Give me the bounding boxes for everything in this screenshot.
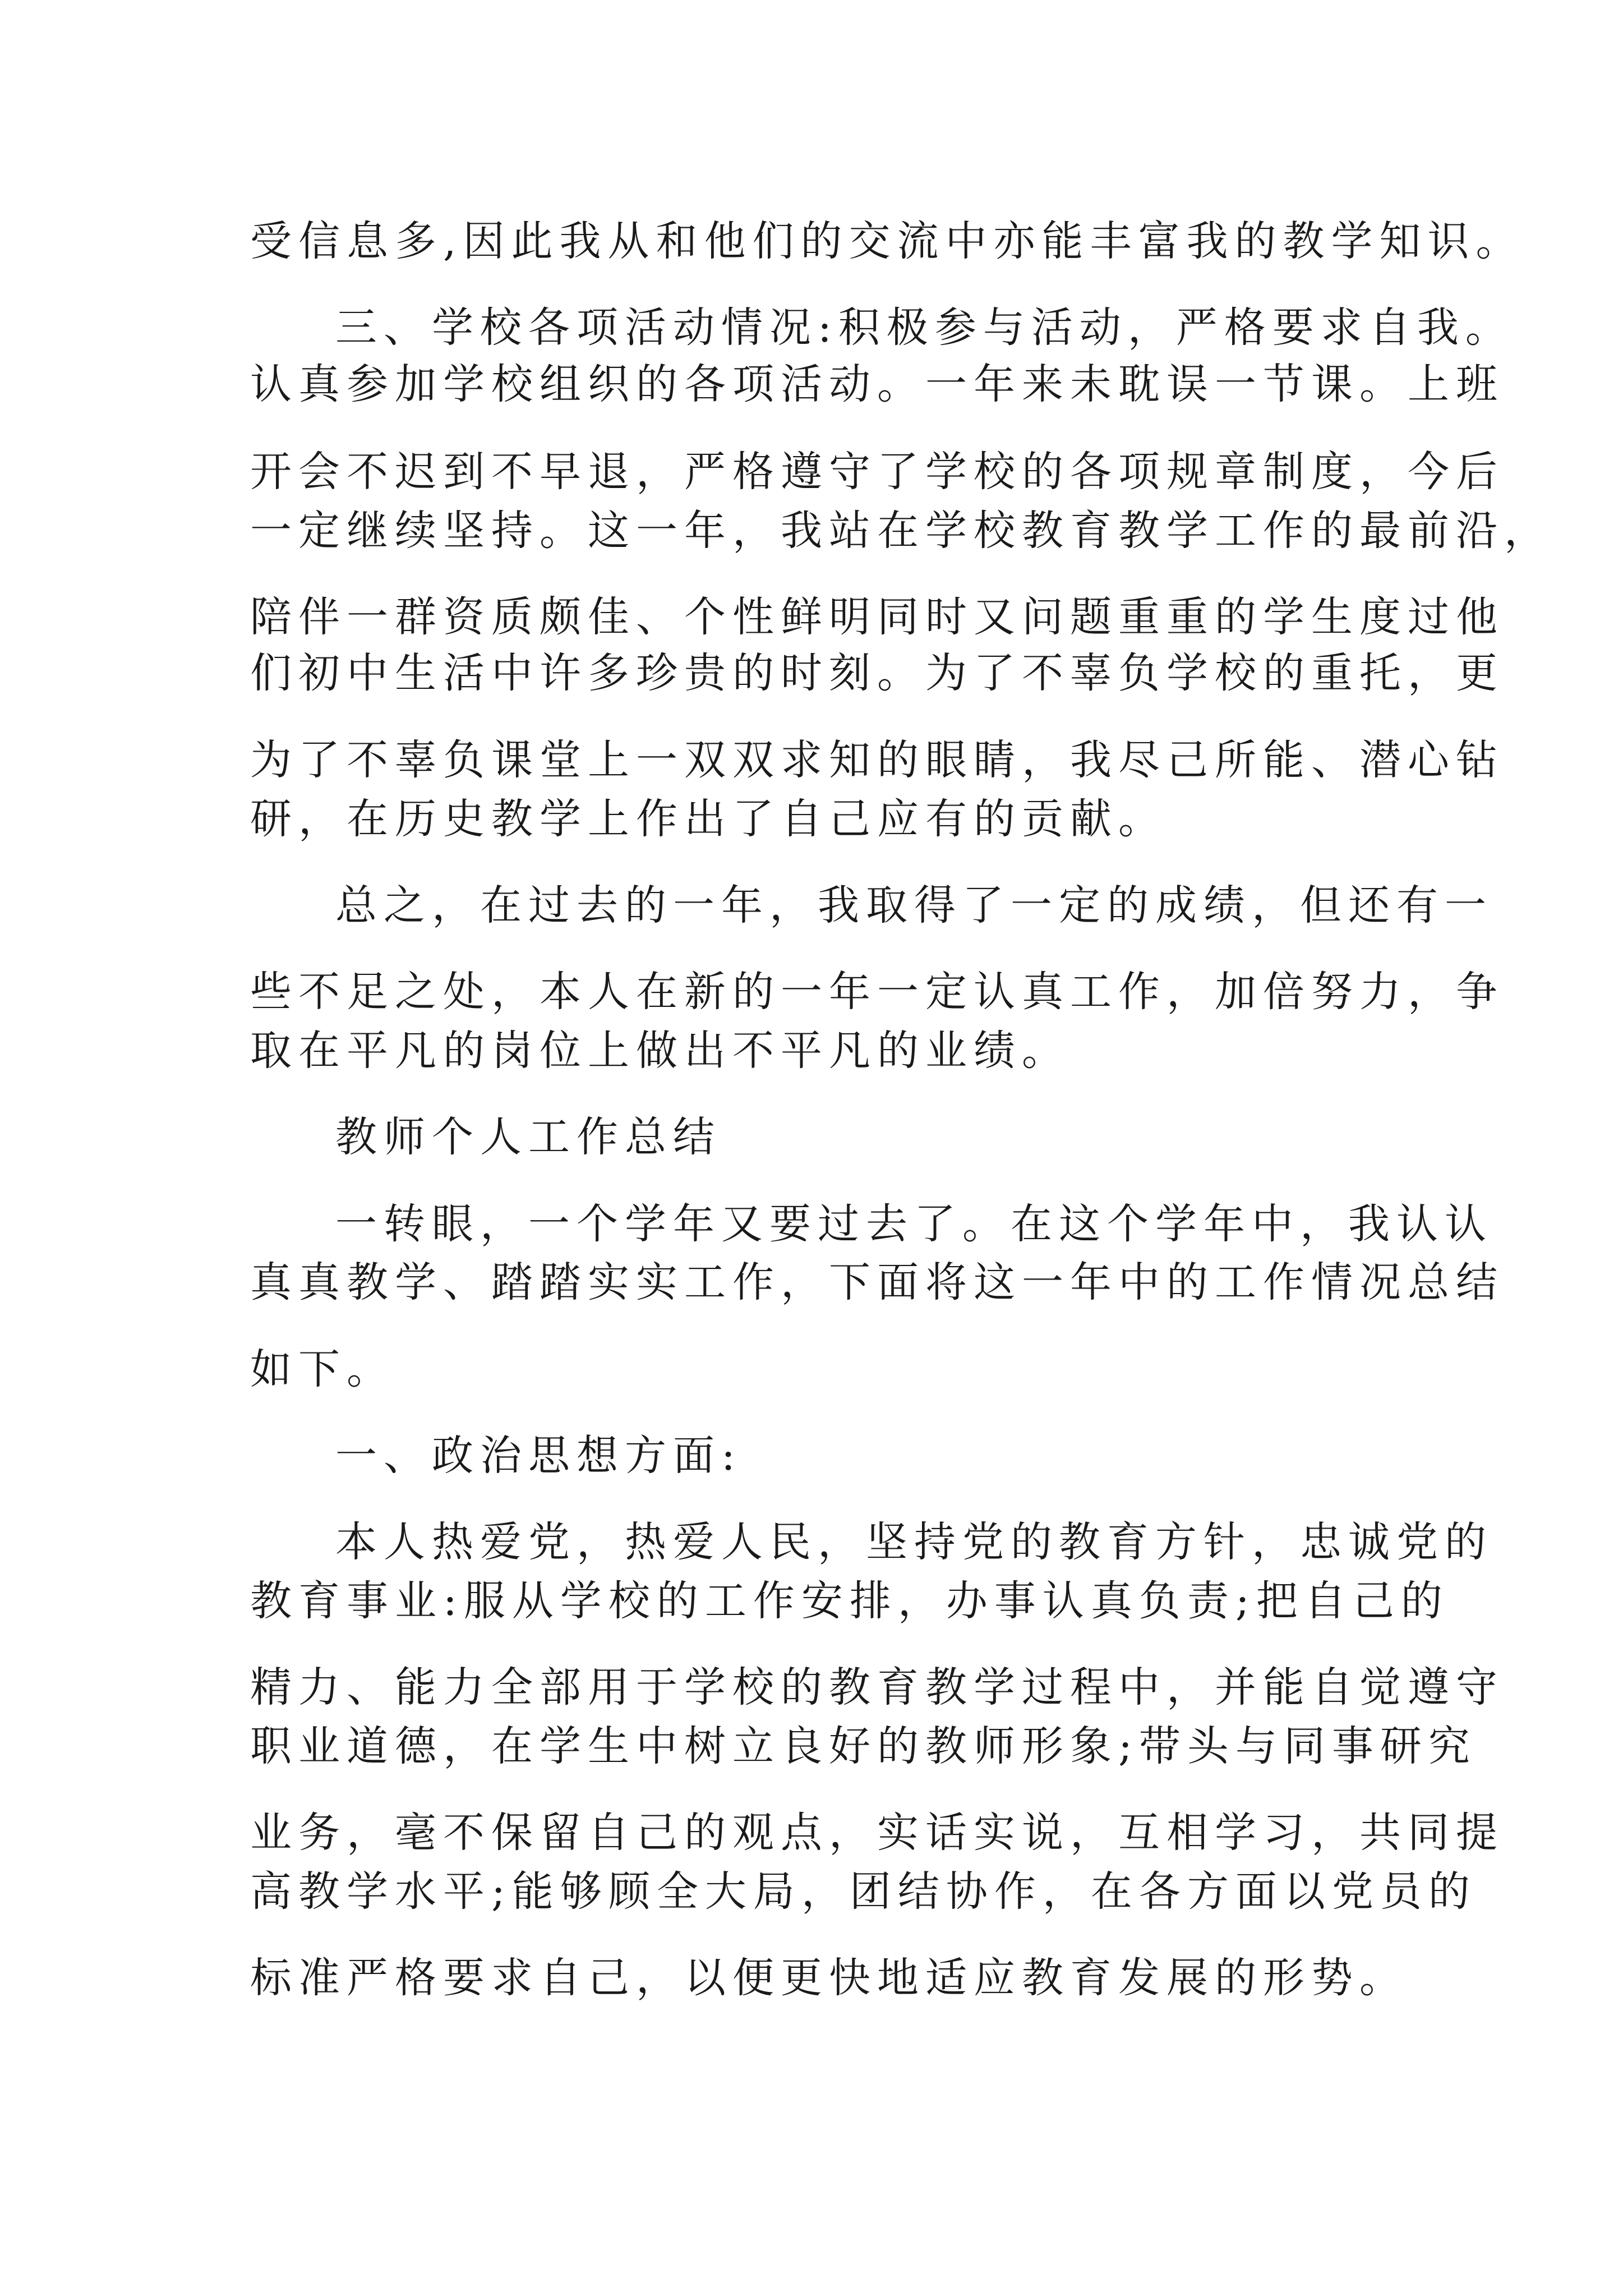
text-line: 职业道德，在学生中树立良好的教师形象;带头与同事研究 xyxy=(250,1722,1477,1770)
text-line: 们初中生活中许多珍贵的时刻。为了不辜负学校的重托，更 xyxy=(250,649,1504,697)
text-line: 开会不迟到不早退，严格遵守了学校的各项规章制度，今后 xyxy=(250,448,1504,496)
text-line: 高教学水平;能够顾全大局，团结协作，在各方面以党员的 xyxy=(250,1867,1477,1916)
text-line: 陪伴一群资质颇佳、个性鲜明同时又问题重重的学生度过他 xyxy=(250,593,1504,641)
text-line: 标准严格要求自己，以便更快地适应教育发展的形势。 xyxy=(250,1954,1408,2002)
text-line: 为了不辜负课堂上一双双求知的眼睛，我尽己所能、潜心钻 xyxy=(250,736,1504,784)
text-line: 精力、能力全部用于学校的教育教学过程中，并能自觉遵守 xyxy=(250,1663,1504,1711)
text-line: 研，在历史教学上作出了自己应有的贡献。 xyxy=(250,795,1166,843)
text-line: 教育事业:服从学校的工作安排，办事认真负责;把自己的 xyxy=(250,1577,1449,1625)
text-line: 受信息多,因此我从和他们的交流中亦能丰富我的教学知识。 xyxy=(250,217,1524,265)
text-line: 些不足之处，本人在新的一年一定认真工作，加倍努力，争 xyxy=(250,968,1504,1016)
document-title: 教师个人工作总结 xyxy=(335,1113,721,1161)
section-heading-3: 三、学校各项活动情况:积极参与活动，严格要求自我。 xyxy=(335,303,1514,352)
text-line: 认真参加学校组织的各项活动。一年来未耽误一节课。上班 xyxy=(250,360,1504,408)
text-line: 如下。 xyxy=(250,1345,395,1393)
paragraph-start: 本人热爱党，热爱人民，坚持党的教育方针，忠诚党的 xyxy=(335,1518,1493,1566)
paragraph-start: 一转眼，一个学年又要过去了。在这个学年中，我认认 xyxy=(335,1200,1493,1248)
text-line: 业务，毫不保留自己的观点，实话实说，互相学习，共同提 xyxy=(250,1809,1504,1857)
section-heading-1: 一、政治思想方面: xyxy=(335,1432,742,1480)
text-line: 取在平凡的岗位上做出不平凡的业绩。 xyxy=(250,1027,1070,1075)
text-line: 一定继续坚持。这一年，我站在学校教育教学工作的最前沿， xyxy=(250,507,1552,555)
paragraph-start: 总之，在过去的一年，我取得了一定的成绩，但还有一 xyxy=(335,881,1493,930)
text-line: 真真教学、踏踏实实工作，下面将这一年中的工作情况总结 xyxy=(250,1258,1504,1306)
